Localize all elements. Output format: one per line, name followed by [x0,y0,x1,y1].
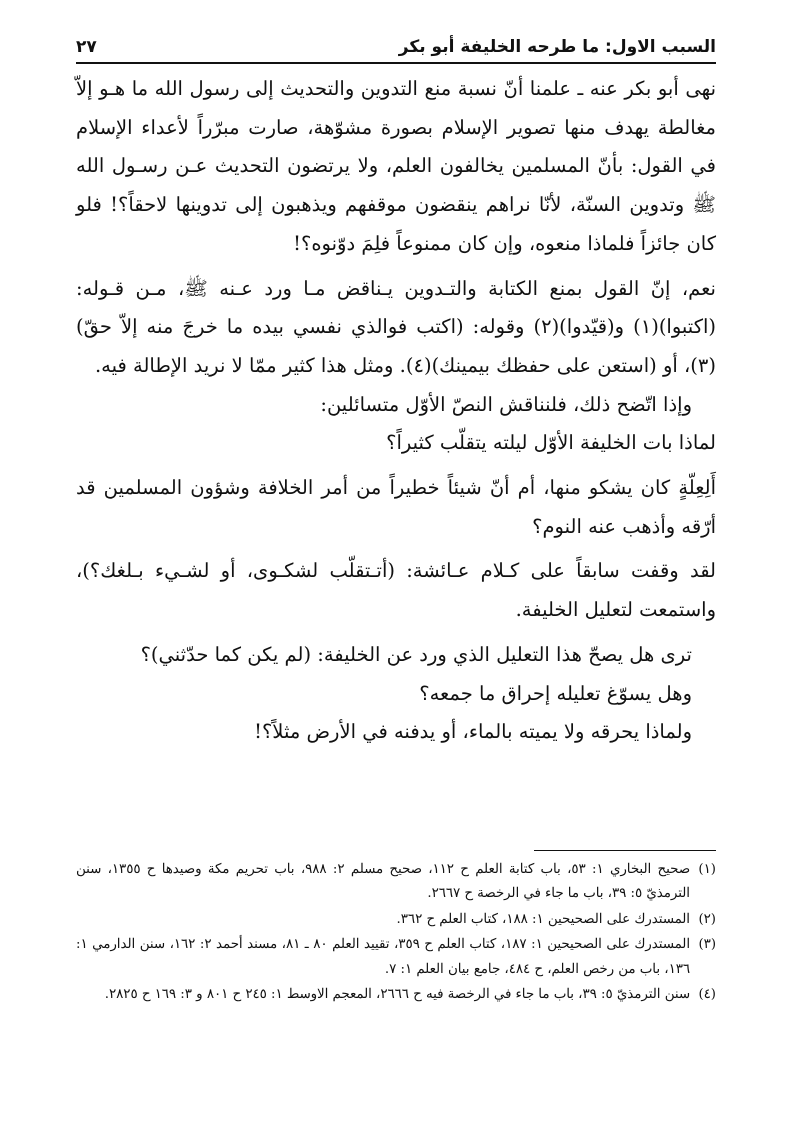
footnote [76,908,716,932]
footnote-text: سنن الترمذيّ ٥: ٣٩، باب ما جاء في الرخصة فيه ح ٢٦٦٦، المعجم الاوسط ١: ٢٤٥ ح ٨٠١ و ٣: ١٦٩ ح ٢٨٢٥. [104,987,690,1003]
paragraph: وهل يسوّغ تعليله إحراق ما جمعه؟ [419,681,692,705]
header-divider [76,62,716,64]
footnote [76,858,716,907]
paragraph: ترى هل يصحّ هذا التعليل الذي ورد عن الخليفة: (لم يكن كما حدّثني)؟ [140,642,692,666]
footnote-number: (٢) [698,911,716,927]
paragraph: وإذا اتّضح ذلك، فلنناقش النصّ الأوّل متسائلين: [320,392,692,416]
footnotes [76,858,716,1008]
paragraph: لقد وقفت سابقاً على كـلام عـائشة: (أتـتقلّب لشكـوى، أو لشـيء بـلغك؟)، واستمعت لتعليل الخليفة. [76,559,716,622]
running-title: السبب الاول: ما طرحه الخليفة أبو بكر [398,37,716,57]
footnote [76,933,716,982]
paragraph: ولماذا يحرقه ولا يميته بالماء، أو يدفنه في الأرض مثلاً؟! [254,720,692,744]
footnote-number: (٣) [698,937,717,953]
paragraph: نعم، إنّ القول بمنع الكتابة والتـدوين يـناقض مـا ورد عـنه ﷺ، مـن قـوله: (اكتبوا)(١) و(قيّدوا)(٢) وقوله: (اكتب فوالذي نفسي بيده ما خرجَ منه إلاّ حقّ)(٣)، أو (استعن على حفظك بيمينك)(٤). ومثل هذا كثير ممّا لا نريد الإطالة فيه. [76,276,717,377]
footnote-text: المستدرك على الصحيحين ١: ١٨٧، كتاب العلم ح ٣٥٩، تقييد العلم ٨٠ ـ ٨١، مسند أحمد ٢: ١٦٢، سنن الدارمي ١: ١٣٦، باب من رخص العلم، ح ٤٨٤، جامع بيان العلم ١: ٧. [76,937,691,977]
page-number: ٢٧ [76,37,97,57]
paragraph: نهى أبو بكر عنه ـ علمنا أنّ نسبة منع التدوين والتحديث إلى رسول الله ما هـو إلاّ مغالطة يهدف منها تصوير الإسلام بصورة مشوّهة، صارت مبرّراً لأعداء الإسلام في القول: بأنّ المسلمين يخالفون العلم، ولا يرتضون التحديث عـن رسـول الله ﷺ وتدوين السنّة، لأنّا نراهم ينقضون موقفهم ويذهبون إلى تدوينها لاحقاً؟! فلو كان جائزاً فلماذا منعوه، وإن كان ممنوعاً فلِمَ دوّنوه؟! [76,77,716,255]
paragraph: لماذا بات الخليفة الأوّل ليلته يتقلّب كثيراً؟ [386,431,716,455]
main-text [76,70,716,752]
footnote-text: صحيح البخاري ١: ٥٣، باب كتابة العلم ح ١١٢، صحيح مسلم ٢: ٩٨٨، باب تحريم مكة وصيدها ح ١٣٥٥، سنن الترمذيّ ٥: ٣٩، باب ما جاء في الرخصة ح ٢٦٦٧. [76,862,690,902]
footnote-number: (٤) [698,987,716,1003]
footnote-number: (١) [698,862,716,877]
paragraph: أَلِعِلّةٍ كان يشكو منها، أم أنّ شيئاً خطيراً من أمر الخلافة وشؤون المسلمين قد أرّقه وأذهب عنه النوم؟ [76,476,716,538]
footnote-divider [534,850,716,851]
footnote-text: المستدرك على الصحيحين ١: ١٨٨، كتاب العلم ح ٣٦٢. [396,911,690,927]
footnote [76,983,716,1007]
running-header [76,34,716,60]
